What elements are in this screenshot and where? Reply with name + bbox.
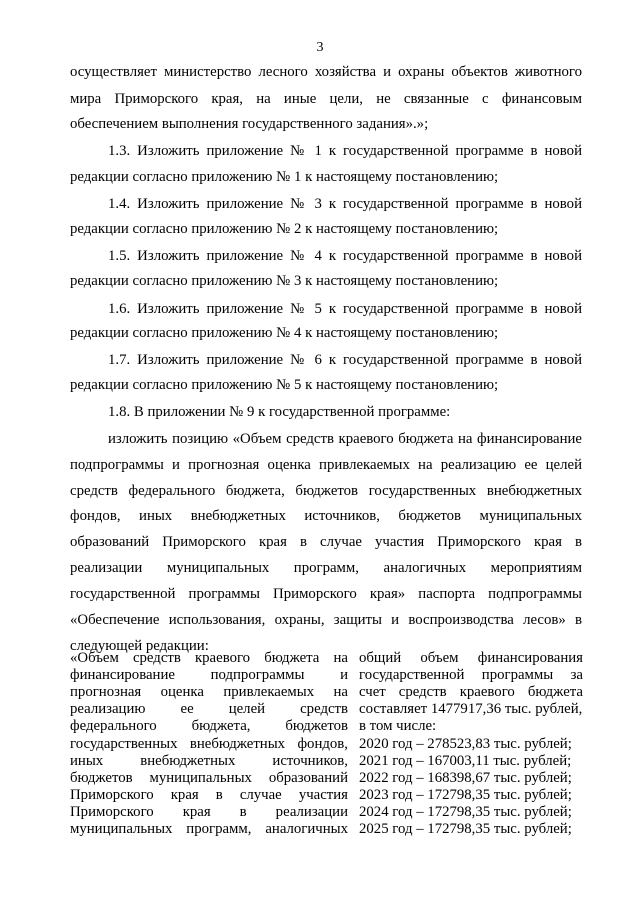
text-line: 1.4. Изложить приложение № 3 к государственной программе в новой <box>108 196 582 212</box>
table-left-cell: Приморского края в реализации <box>70 803 348 820</box>
text-line: редакции согласно приложению № 3 к настоящему постановлению; <box>70 273 499 289</box>
text-line: изложить позицию «Объем средств краевого бюджета на финансирование <box>108 431 582 447</box>
table-right-cell: 2023 год – 172798,35 тыс. рублей; <box>359 786 572 803</box>
page-number: 3 <box>316 40 324 55</box>
text-line: средств федерального бюджета, бюджетов государственных внебюджетных <box>70 483 582 499</box>
text-line: 1.8. В приложении № 9 к государственной программе: <box>108 404 451 420</box>
table-left-cell: бюджетов муниципальных образований <box>70 769 348 786</box>
text-line: 1.3. Изложить приложение № 1 к государственной программе в новой <box>108 143 582 159</box>
text-line: редакции согласно приложению № 5 к настоящему постановлению; <box>70 377 499 393</box>
text-line: фондов, иных внебюджетных источников, бюджетов муниципальных <box>70 508 582 524</box>
text-line: редакции согласно приложению № 2 к настоящему постановлению; <box>70 221 499 237</box>
table-right-cell: в том числе: <box>359 718 437 735</box>
text-line: осуществляет министерство лесного хозяйства и охраны объектов животного <box>70 64 582 80</box>
table-right-cell: 2020 год – 278523,83 тыс. рублей; <box>359 735 572 752</box>
text-line: следующей редакции: <box>70 638 209 654</box>
text-line: редакции согласно приложению № 4 к настоящему постановлению; <box>70 325 499 341</box>
table-right-cell: 2024 год – 172798,35 тыс. рублей; <box>359 803 572 820</box>
table-left-cell: иных внебюджетных источников, <box>70 752 348 769</box>
table-left-cell: Приморского края в случае участия <box>70 786 348 803</box>
table-right-cell: счет средств краевого бюджета <box>359 684 583 701</box>
text-line: редакции согласно приложению № 1 к настоящему постановлению; <box>70 169 499 185</box>
table-right-cell: 2022 год – 168398,67 тыс. рублей; <box>359 769 572 786</box>
table-left-cell: «Объем средств краевого бюджета на <box>70 650 348 666</box>
text-line: подпрограммы и прогнозная оценка привлекаемых на реализацию ее целей <box>70 457 582 473</box>
text-line: 1.7. Изложить приложение № 6 к государственной программе в новой <box>108 352 582 368</box>
text-line: мира Приморского края, на иные цели, не связанные с финансовым <box>70 91 582 107</box>
text-line: 1.5. Изложить приложение № 4 к государственной программе в новой <box>108 248 582 264</box>
table-right-cell: общий объем финансирования <box>359 650 583 666</box>
text-line: обеспечением выполнения государственного задания».»; <box>70 116 429 132</box>
table-left-cell: реализацию ее целей средств <box>70 701 348 718</box>
table-right-cell: 2025 год – 172798,35 тыс. рублей; <box>359 821 572 837</box>
table-left-cell: финансирование подпрограммы и <box>70 667 348 684</box>
table-left-cell: государственных внебюджетных фондов, <box>70 735 348 752</box>
text-line: 1.6. Изложить приложение № 5 к государственной программе в новой <box>108 301 582 317</box>
table-right-cell: составляет 1477917,36 тыс. рублей, <box>359 701 583 718</box>
text-line: «Обеспечение использования, охраны, защиты и воспроизводства лесов» в <box>70 612 582 628</box>
table-left-cell: прогнозная оценка привлекаемых на <box>70 684 348 701</box>
table-right-cell: государственной программы за <box>359 667 583 684</box>
text-line: государственной программы Приморского края» паспорта подпрограммы <box>70 586 582 602</box>
text-line: образований Приморского края в случае участия Приморского края в <box>70 534 582 550</box>
table-right-cell: 2021 год – 167003,11 тыс. рублей; <box>359 752 572 769</box>
table-left-cell: федерального бюджета, бюджетов <box>70 718 348 735</box>
table-left-cell: муниципальных программ, аналогичных <box>70 821 348 837</box>
text-line: реализации муниципальных программ, аналогичных мероприятиям <box>70 560 582 576</box>
